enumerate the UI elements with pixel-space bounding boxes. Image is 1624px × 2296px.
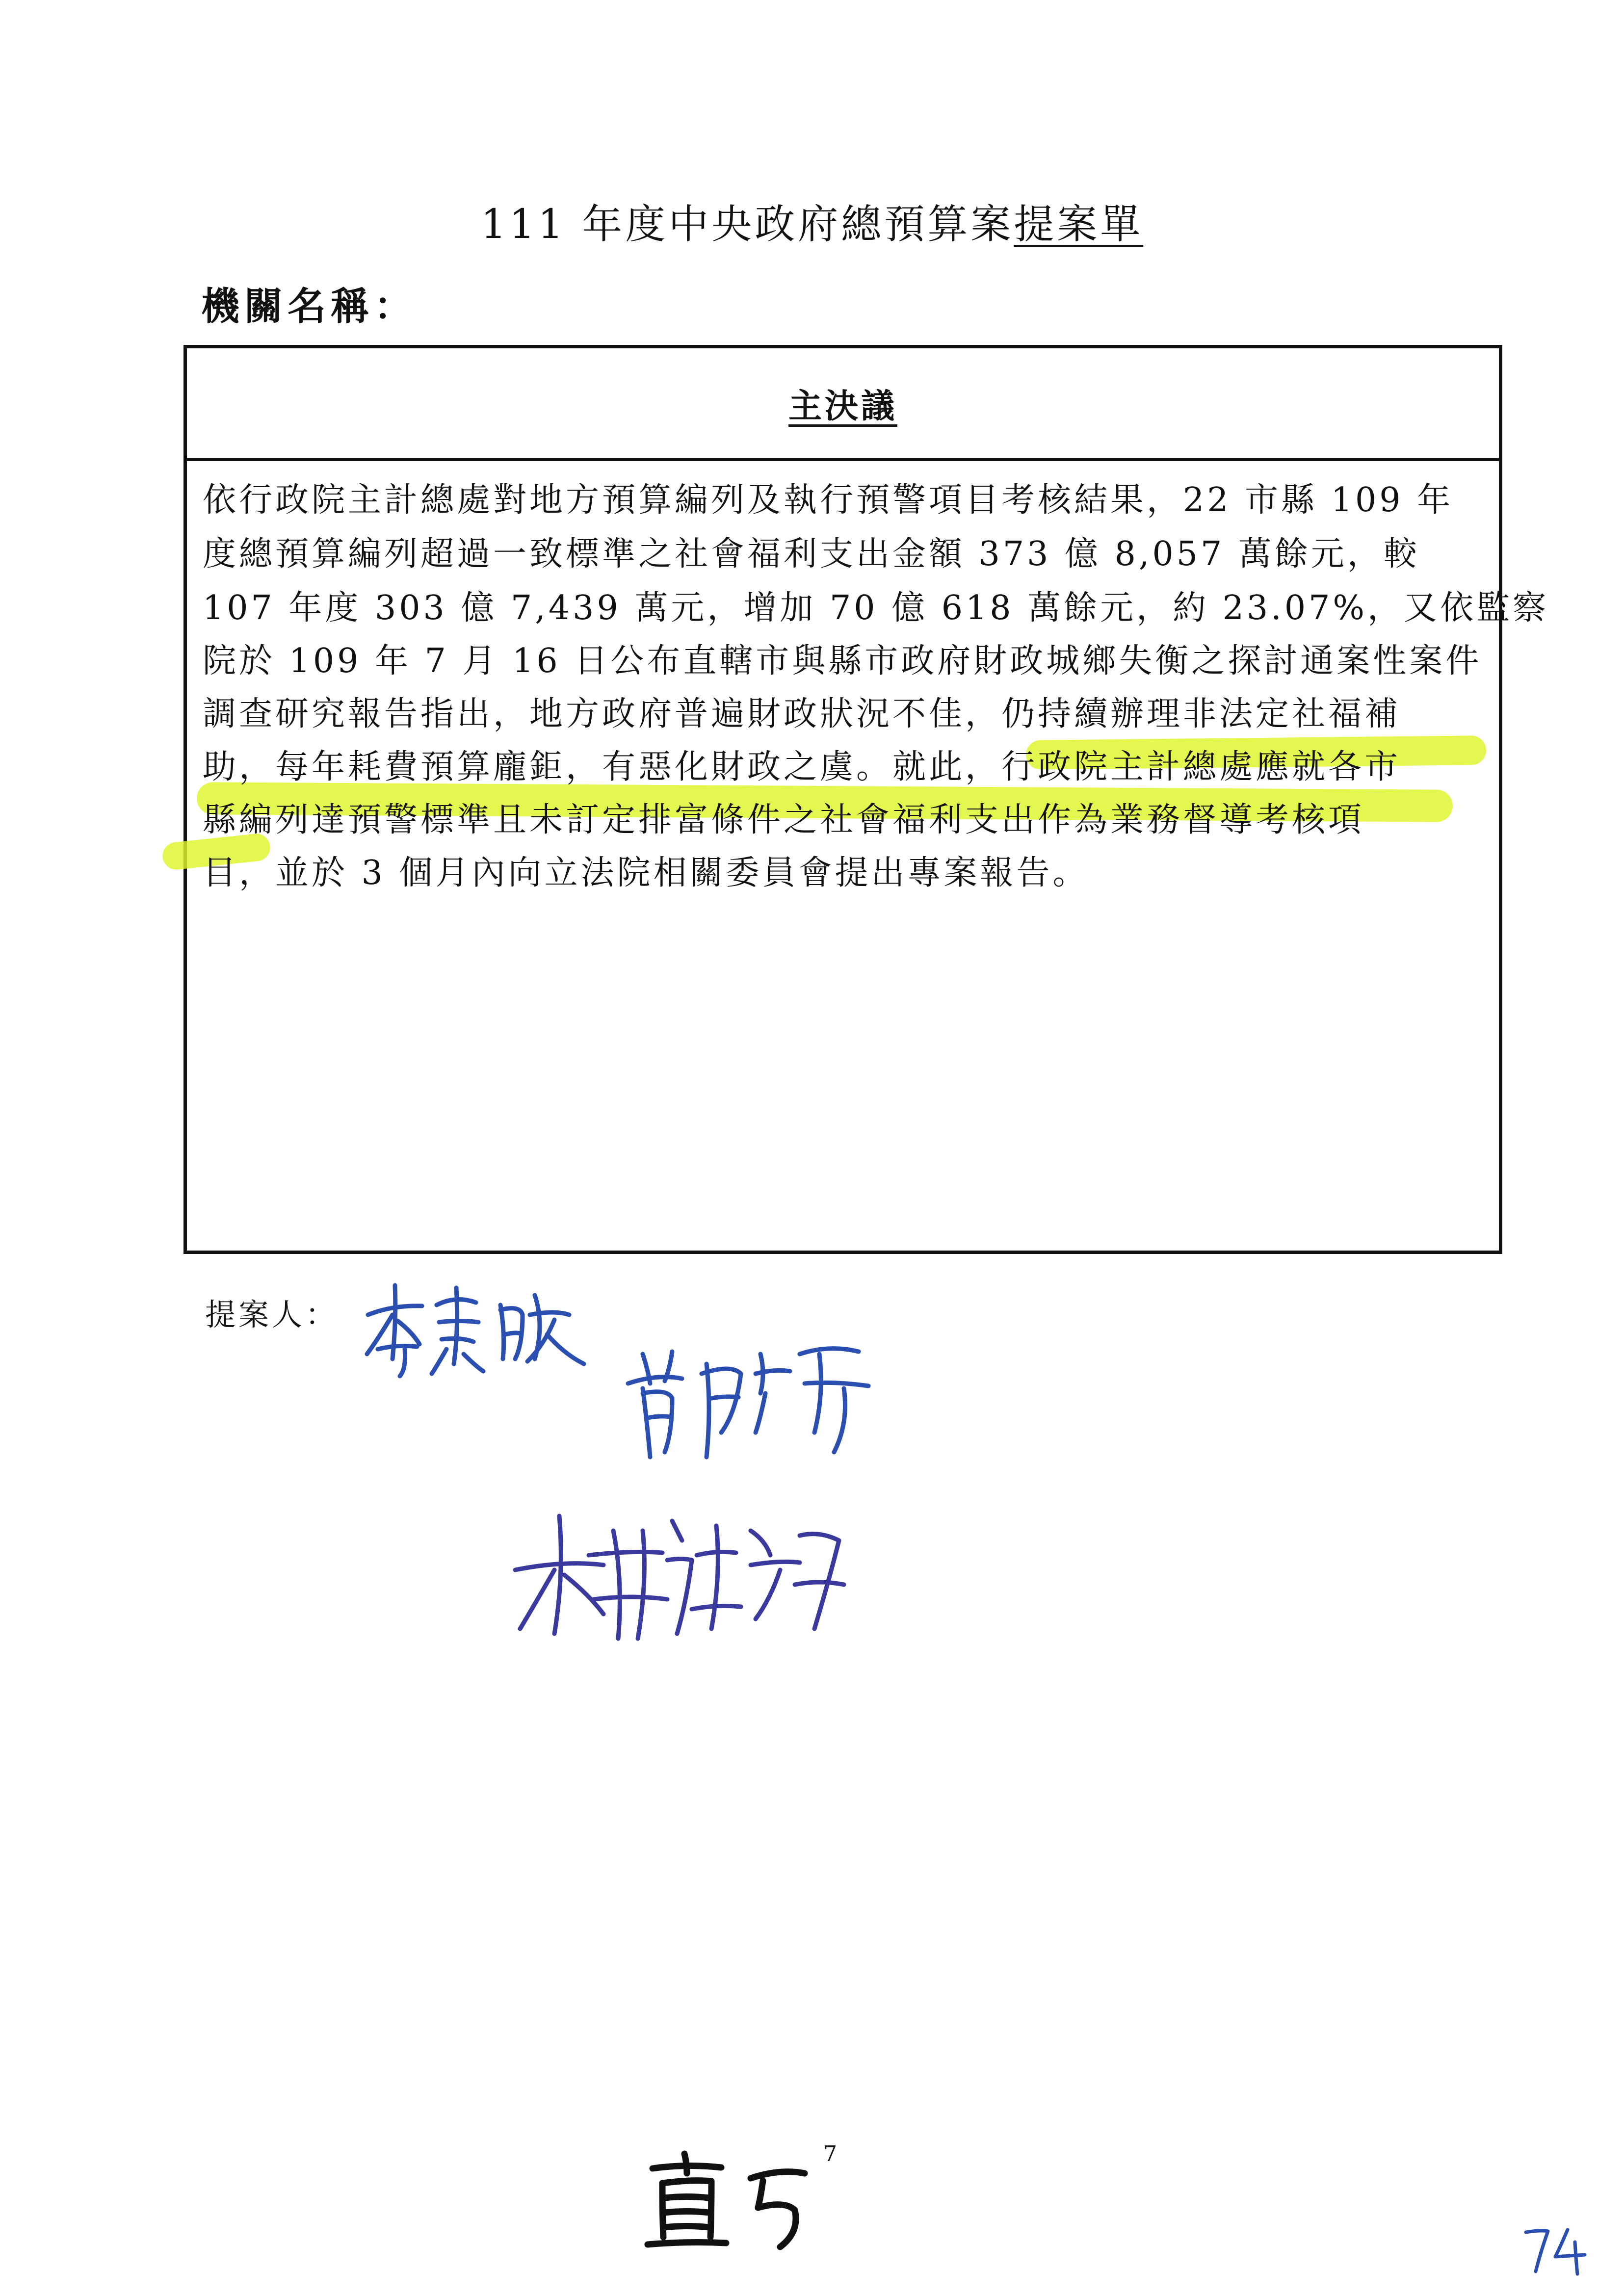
agency-label: 機關名稱： [201,285,418,329]
resolution-line: 助，每年耗費預算龐鉅，有惡化財政之虞。就此，行政院主計總處應就各市 [203,748,1401,786]
resolution-box [183,345,1549,1254]
signature-2 [613,1334,888,1462]
proposer-label: 提案人： [205,1297,339,1332]
resolution-line: 調查研究報告指出，地方政府普遍財政狀況不佳，仍持續辦理非法定社福補 [203,695,1401,733]
resolution-line: 縣編列達預警標準且未訂定排富條件之社會福利支出作為業務督導考核項 [203,801,1365,839]
title-suffix: 提案單 [1014,201,1144,248]
resolution-header: 主決議 [788,387,897,426]
handwritten-page-number [1521,2222,1590,2276]
signature-3 [505,1501,849,1644]
resolution-line: 目，並於 3 個月內向立法院相關委員會提出專案報告。 [203,854,1089,892]
handwritten-mark [638,2149,829,2252]
page-number: 7 [823,2141,837,2166]
resolution-line: 依行政院主計總處對地方預算編列及執行預警項目考核結果，22 市縣 109 年 [203,481,1454,520]
signature-1 [358,1276,589,1379]
resolution-line: 院於 109 年 7 月 16 日公布直轄市與縣市政府財政城鄉失衡之探討通案性案件 [203,642,1482,680]
resolution-line: 107 年度 303 億 7,439 萬元，增加 70 億 618 萬餘元，約 23.07%，又依監察 [203,589,1549,627]
title-prefix: 111 年度中央政府總預算案 [480,201,1014,248]
resolution-header-cell [187,348,1499,461]
resolution-line: 度總預算編列超過一致標準之社會福利支出金額 373 億 8,057 萬餘元，較 [203,535,1420,574]
document-title [0,192,1624,250]
